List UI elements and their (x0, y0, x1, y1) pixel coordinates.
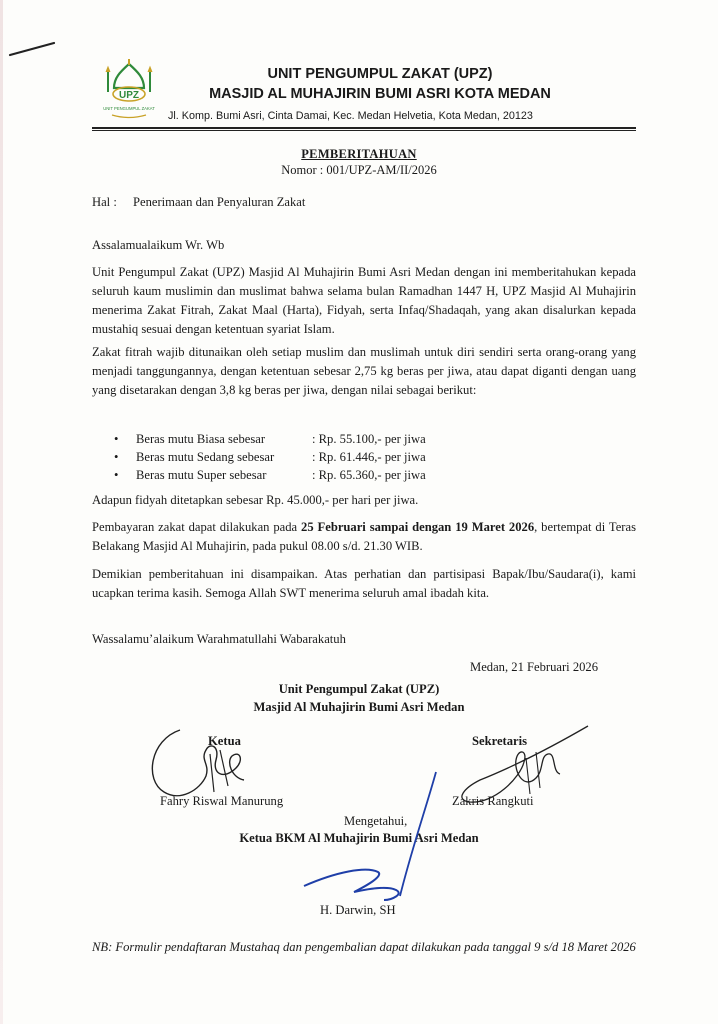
ketua-name: Fahry Riswal Manurung (160, 794, 284, 808)
pen-stroke-mark (8, 40, 56, 58)
paragraph-payment (92, 518, 636, 556)
subject-value: Penerimaan dan Penyaluran Zakat (133, 195, 306, 209)
footnote-nb: NB: Formulir pendaftaran Mustahaq dan pengembalian dapat dilakukan pada tanggal 9 s/d 18 Maret 2026 (92, 940, 636, 954)
logo-caption: UNIT PENGUMPUL ZAKAT (103, 106, 155, 111)
payment-suffix: , bertempat di Teras Belakang Masjid Al Muhajirin, pada pukul 08.00 s/d. 21.30 WIB. (92, 520, 636, 553)
closing-greeting: Wassalamu’alaikum Warahmatullahi Wabarakatuh (92, 632, 346, 646)
bullet: • (114, 432, 119, 446)
letter-number: Nomor : 001/UPZ-AM/II/2026 (281, 163, 437, 177)
letterhead-line2: MASJID AL MUHAJIRIN BUMI ASRI KOTA MEDAN (209, 86, 551, 102)
sekretaris-title: Sekretaris (472, 734, 528, 748)
sekretaris-name: Zakris Rangkuti (452, 794, 534, 808)
rice-price: : Rp. 55.100,- per jiwa (312, 432, 426, 446)
rice-price: : Rp. 65.360,- per jiwa (312, 468, 426, 482)
mengetahui-label: Mengetahui, (344, 814, 408, 828)
subject-label: Hal : (92, 195, 117, 209)
paragraph-zakat-fitrah: Zakat fitrah wajib ditunaikan oleh setiap muslim dan muslimah untuk diri sendiri serta orang-orang yang menjadi tanggungannya, dengan ketentuan sebesar 2,75 kg beras per jiwa, atau dapat diganti dengan uang yang disetarakan dengan 3,8 kg beras per jiwa, dengan nilai sebagai berikut: (92, 345, 636, 397)
bkm-title: Ketua BKM Al Muhajirin Bumi Asri Medan (239, 831, 479, 845)
greeting: Assalamualaikum Wr. Wb (92, 238, 225, 252)
signatory-org-line2: Masjid Al Muhajirin Bumi Asri Medan (253, 700, 465, 714)
rice-grade: Beras mutu Biasa sebesar (136, 432, 266, 446)
upz-logo (98, 58, 160, 120)
paragraph-intro: Unit Pengumpul Zakat (UPZ) Masjid Al Muhajirin Bumi Asri Medan dengan ini memberitahukan kepada seluruh kaum muslimin dan muslimat bahwa selama bulan Ramadhan 1447 H, UPZ Masjid Al Muhajirin menerima Zakat Fitrah, Zakat Maal (Harta), Fidyah, serta Infaq/Shadaqah, yang akan disalurkan kepada mustahiq sesuai dengan ketentuan syariat Islam. (92, 265, 636, 336)
payment-prefix: Pembayaran zakat dapat dilakukan pada (92, 520, 302, 534)
paragraph-closing-remarks: Demikian pemberitahuan ini disampaikan. Atas perhatian dan partisipasi Bapak/Ibu/Saudara(i), kami ucapkan terima kasih. Semoga Allah SWT menerima seluruh amal ibadah kita. (92, 567, 636, 600)
rice-price: : Rp. 61.446,- per jiwa (312, 450, 426, 464)
list-item (114, 466, 614, 484)
bkm-name: H. Darwin, SH (320, 903, 396, 917)
logo-text: UPZ (119, 90, 139, 101)
header-rule-thick (92, 127, 636, 129)
list-item (114, 430, 614, 448)
letterhead-address: Jl. Komp. Bumi Asri, Cinta Damai, Kec. Medan Helvetia, Kota Medan, 20123 (168, 110, 533, 122)
ketua-title: Ketua (208, 734, 241, 748)
rice-price-list (114, 430, 614, 484)
bullet: • (114, 450, 119, 464)
bkm-signature (296, 768, 456, 908)
place-date: Medan, 21 Februari 2026 (470, 660, 599, 674)
rice-grade: Beras mutu Sedang sebesar (136, 450, 275, 464)
rice-grade: Beras mutu Super sebesar (136, 468, 267, 482)
signatory-org-line1: Unit Pengumpul Zakat (UPZ) (278, 682, 440, 696)
letter-title: PEMBERITAHUAN (301, 147, 417, 161)
payment-dates: 25 Februari sampai dengan 19 Maret 2026 (301, 520, 535, 534)
list-item (114, 448, 614, 466)
letterhead-line1: UNIT PENGUMPUL ZAKAT (UPZ) (267, 66, 493, 82)
header-rule-thin (92, 130, 636, 131)
paragraph-fidyah: Adapun fidyah ditetapkan sebesar Rp. 45.000,- per hari per jiwa. (92, 493, 419, 507)
bullet: • (114, 468, 119, 482)
